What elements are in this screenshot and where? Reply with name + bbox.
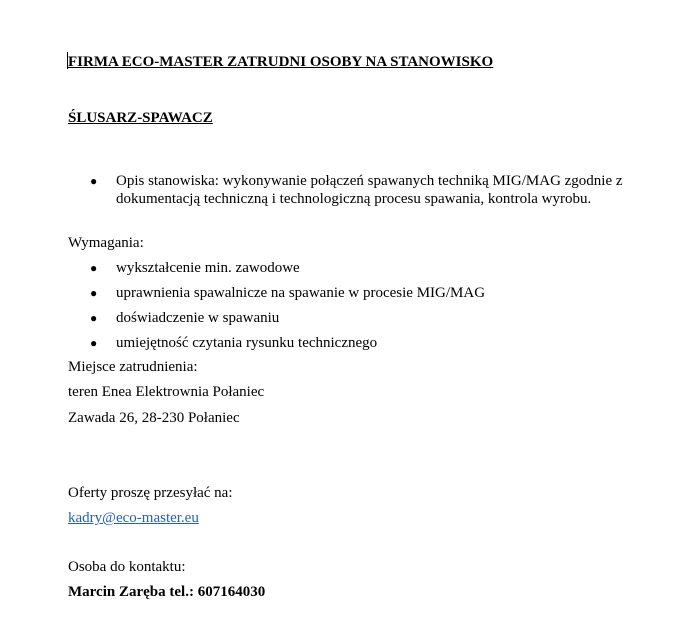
requirement-item [68, 309, 668, 327]
description-line-1: Opis stanowiska: wykonywanie połączeń spawanych techniką MIG/MAG zgodnie z [116, 173, 623, 189]
bullet-icon: ● [90, 261, 98, 275]
requirement-item [68, 259, 668, 277]
description-list-item [68, 172, 668, 208]
main-heading: FIRMA ECO-MASTER ZATRUDNI OSOBY NA STANOWISKO [68, 54, 494, 70]
requirement-item [68, 334, 668, 352]
workplace-address: Zawada 26, 28-230 Połaniec [68, 410, 240, 426]
email-link[interactable]: kadry@eco-master.eu [68, 510, 199, 526]
requirements-label: Wymagania: [68, 235, 144, 251]
bullet-icon: ● [90, 286, 98, 300]
workplace-name: teren Enea Elektrownia Połaniec [68, 384, 265, 400]
description-line-2: dokumentacją techniczną i technologiczną procesu spawania, kontrola wyrobu. [116, 191, 592, 207]
description-text [116, 172, 668, 208]
offers-label: Oferty proszę przesyłać na: [68, 485, 233, 501]
bullet-icon: ● [90, 174, 98, 188]
requirement-text: umiejętność czytania rysunku technicznego [116, 335, 378, 351]
workplace-label: Miejsce zatrudnienia: [68, 359, 198, 375]
position-heading: ŚLUSARZ-SPAWACZ [68, 110, 213, 126]
bullet-icon: ● [90, 311, 98, 325]
requirement-text: wykształcenie min. zawodowe [116, 260, 300, 276]
contact-label: Osoba do kontaktu: [68, 559, 186, 575]
requirement-text: uprawnienia spawalnicze na spawanie w procesie MIG/MAG [116, 285, 486, 301]
requirement-item [68, 284, 668, 302]
contact-person: Marcin Zaręba tel.: 607164030 [68, 584, 266, 600]
requirement-text: doświadczenie w spawaniu [116, 310, 280, 326]
bullet-icon: ● [90, 336, 98, 350]
